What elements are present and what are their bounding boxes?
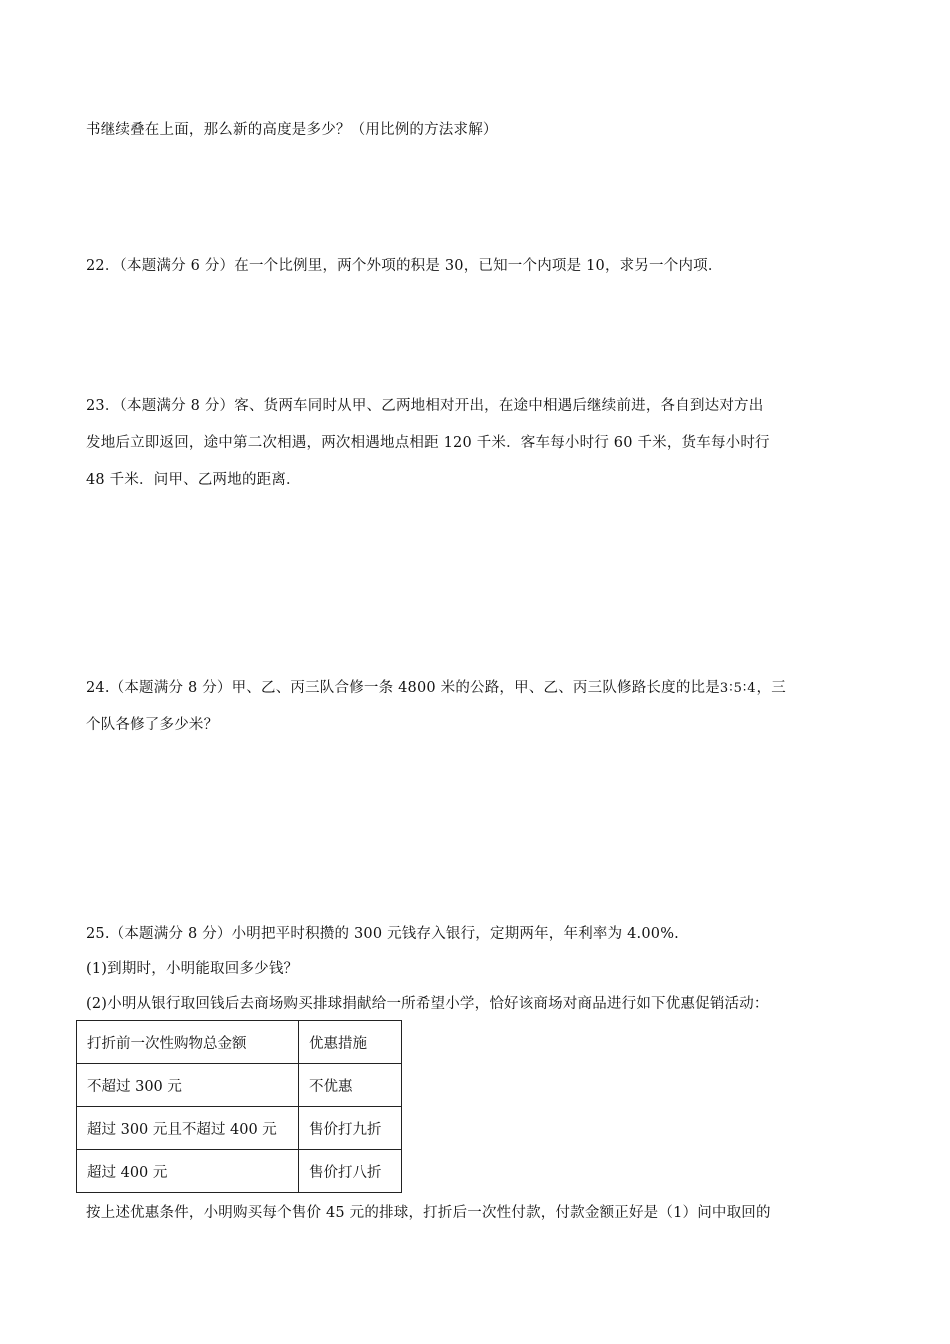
table-cell: 售价打八折 [299, 1150, 402, 1193]
table-row [77, 1107, 402, 1150]
question-24-line-2: 个队各修了多少米？ [86, 717, 219, 733]
question-25-condition: 按上述优惠条件，小明购买每个售价 45 元的排球，打折后一次性付款，付款金额正好是（1）问中取回的 [86, 1205, 771, 1221]
table-header-cell: 打折前一次性购物总金额 [77, 1021, 299, 1064]
question-23-line-3: 48 千米．问甲、乙两地的距离． [86, 472, 301, 488]
question-21-continuation: 书继续叠在上面，那么新的高度是多少？（用比例的方法求解） [86, 122, 498, 138]
table-header-cell: 优惠措施 [299, 1021, 402, 1064]
discount-table [76, 1020, 402, 1193]
question-23-line-2: 发地后立即返回，途中第二次相遇，两次相遇地点相距 120 千米．客车每小时行 60 千米，货车每小时行 [86, 435, 770, 451]
ratio-expression: 3∶5∶4 [719, 681, 757, 696]
table-cell: 超过 300 元且不超过 400 元 [77, 1107, 299, 1150]
table-cell: 超过 400 元 [77, 1150, 299, 1193]
table-cell: 不超过 300 元 [77, 1064, 299, 1107]
question-24-text-end: ，三 [756, 680, 786, 696]
question-24-text: 24.（本题满分 8 分）甲、乙、丙三队合修一条 4800 米的公路，甲、乙、丙三队修路长度的比是 [86, 680, 720, 696]
question-25-intro: 25.（本题满分 8 分）小明把平时积攒的 300 元钱存入银行，定期两年，年利率为 4.00%. [86, 926, 679, 942]
question-24-line-1 [86, 678, 786, 699]
question-23-line-1: 23．（本题满分 8 分）客、货两车同时从甲、乙两地相对开出，在途中相遇后继续前进，各自到达对方出 [86, 398, 764, 414]
table-cell: 售价打九折 [299, 1107, 402, 1150]
question-25-part-2: (2)小明从银行取回钱后去商场购买排球捐献给一所希望小学，恰好该商场对商品进行如下优惠促销活动： [86, 996, 769, 1012]
table-row [77, 1150, 402, 1193]
table-header-row [77, 1021, 402, 1064]
question-22: 22．（本题满分 6 分）在一个比例里，两个外项的积是 30，已知一个内项是 10，求另一个内项． [86, 258, 723, 274]
question-25-part-1: (1)到期时，小明能取回多少钱？ [86, 961, 299, 977]
table-cell: 不优惠 [299, 1064, 402, 1107]
table-row [77, 1064, 402, 1107]
